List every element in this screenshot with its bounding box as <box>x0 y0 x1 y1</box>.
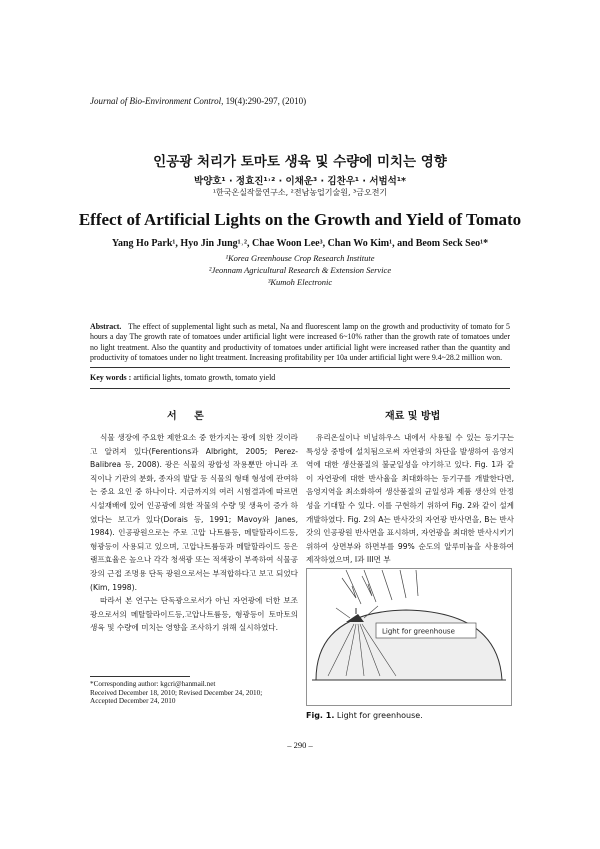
journal-volume: 19(4):290-297, (2010) <box>225 96 307 106</box>
abstract <box>90 322 510 364</box>
korean-affiliations: ¹한국온실작물연구소, ²전남농업기술원, ³금오전기 <box>212 188 388 197</box>
corresponding-author: *Corresponding author: kgcri@hanmail.net <box>90 680 216 688</box>
english-title: Effect of Artificial Lights on the Growth and Yield of Tomato <box>78 210 522 229</box>
abstract-text: The effect of supplemental light such as metal, Na and fluorescent lamp on the growth and productivity of tomato for 5 hours a day The growth rate of tomatoes under artificial light were increased 6~10% rather than the growth rate of tomatoes under no light treatment. Also the quantity and productivity of tomatoes under artificial light were increased rather than the quantity and productivity of tomatoes under no light treatment. Increasing profitability per 10a under artificial light were 9.4~28.2 million won. <box>90 322 511 363</box>
korean-authors: 박양호¹ · 정효진¹˒² · 이채운³ · 김찬우¹ · 서범석¹* <box>194 176 406 187</box>
intro-paragraph-2: 따라서 본 연구는 단독광으로서가 아닌 자연광에 더한 보조광으로서의 메탈할라이드등,고압나트륨등, 형광등이 토마토의 생육 및 수량에 미치는 영향을 조사하기 위해 실시하였다. <box>90 596 298 633</box>
keywords-label: Key words : <box>90 373 132 382</box>
journal-citation <box>90 96 306 106</box>
korean-title: 인공광 처리가 토마토 생육 및 수량에 미치는 영향 <box>153 154 447 170</box>
intro-paragraph-1: 식물 생장에 주요한 제한요소 중 한가지는 광에 의한 것이라고 알려져 있다(Ferentions과 Albright, 2005; Perez-Balibrea 등, 2008). 광은 식물의 광합성 작용뿐만 아니라 조직이나 기관의 분화, 종자의 발달 등 식물의 형태 형성에 관여하는 중요 요인 중 하나이다. 지금까지의 여러 시험결과에 따르면 시설재배에 있어 인공광에 의한 작물의 수량 및 생육이 증가 하였다는 보고가 있다(Dorais 등, 1991; Mavoy와 Janes, 1984). 인공광원으로는 주로 고압 나트륨등, 메탈할라이드등, 형광등이 사용되고 있으며, 고압나트륨등과 메탈할라이드 등은 램프효율은 높으나 각각 청색광 또는 적색광이 부족하여 식물공장의 근접 조명용 단독 광원으로서는 부적합하다고 보고 되었다(Kim, 1998). <box>90 433 298 592</box>
affiliation-2: ²Jeonnam Agricultural Research & Extension Service <box>208 265 392 275</box>
page-number: – 290 – <box>287 740 313 750</box>
journal-name: Journal of Bio-Environment Control, <box>90 96 224 106</box>
section-heading-methods: 재료 및 방법 <box>385 411 441 422</box>
figure-caption-label: Fig. 1. <box>306 711 335 720</box>
methods-body <box>306 431 514 567</box>
figure-1-caption <box>306 711 423 720</box>
section-heading-introduction: 서 론 <box>167 411 204 422</box>
keywords-text: artificial lights, tomato growth, tomato yield <box>133 373 276 382</box>
affiliation-3: ³Kumoh Electronic <box>267 277 333 287</box>
figure-1-diagram <box>306 568 512 706</box>
figure-caption-text: Light for greenhouse. <box>336 711 423 720</box>
affiliation-1: ¹Korea Greenhouse Crop Research Institute <box>225 253 375 263</box>
figure-inner-label: Light for greenhouse <box>382 627 455 636</box>
footnote <box>90 680 300 706</box>
abstract-label: Abstract. <box>90 322 122 331</box>
received-dates: Received December 18, 2010; Revised December 24, 2010; <box>90 688 263 697</box>
keywords <box>90 373 275 382</box>
english-authors: Yang Ho Park¹, Hyo Jin Jung¹˒², Chae Woon Lee³, Chan Wo Kim¹, and Beom Seck Seo¹* <box>111 238 489 249</box>
introduction-body <box>90 431 298 635</box>
divider-bottom <box>90 388 510 389</box>
methods-paragraph-1: 유리온실이나 비닐하우스 내에서 사용될 수 있는 등기구는 특성상 중방에 설치됨으로써 자연광의 차단을 발생하여 음영지역에 대한 생산품질의 불균일성을 야기하고 있다. Fig. 1과 같이 자연광에 대한 반사율을 최대화하는 등기구를 개발한다면, 음영지역을 최소화하여 생산품질의 균일성과 제품 생산의 안정성을 기대할 수 있다. 이를 구현하기 위하여 Fig. 2와 같이 설계 개발하였다. Fig. 2의 A는 반사갓의 자연광 반사면을, B는 반사갓의 인공광원 반사면을 표시하며, 자연광을 최대한 반사시키기 위하여 상면부와 하면부를 99% 순도의 알루미늄을 사용하여 제작하였으며, I과 III면 부 <box>306 433 514 565</box>
divider-top <box>90 367 510 368</box>
accepted-date: Accepted December 24, 2010 <box>90 697 176 705</box>
footnote-rule <box>90 676 190 677</box>
